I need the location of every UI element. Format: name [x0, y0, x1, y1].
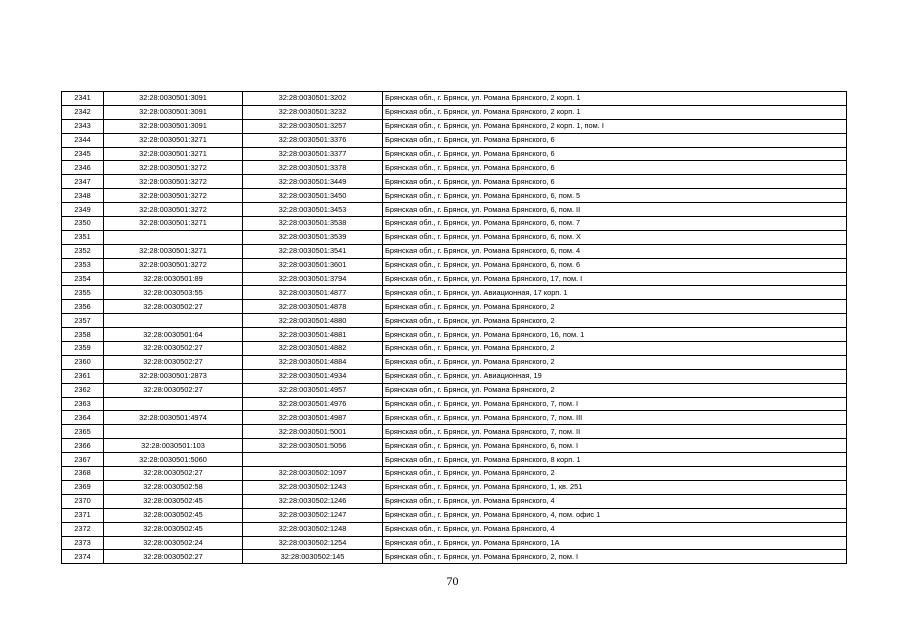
- parcel-cadastral-number-cell: 32:28:0030502:27: [104, 550, 243, 564]
- address-cell: Брянская обл., г. Брянск, ул. Романа Брянского, 7, пом. II: [383, 425, 847, 439]
- parcel-cadastral-number-cell: 32:28:0030501:3091: [104, 92, 243, 106]
- row-number-cell: 2355: [62, 286, 104, 300]
- object-cadastral-number-cell: 32:28:0030501:4880: [243, 314, 383, 328]
- row-number-cell: 2362: [62, 383, 104, 397]
- object-cadastral-number-cell: 32:28:0030501:3453: [243, 203, 383, 217]
- table-row: [62, 467, 847, 481]
- address-cell: Брянская обл., г. Брянск, ул. Романа Брянского, 6: [383, 147, 847, 161]
- object-cadastral-number-cell: 32:28:0030501:4884: [243, 355, 383, 369]
- table-row: [62, 397, 847, 411]
- row-number-cell: 2347: [62, 175, 104, 189]
- parcel-cadastral-number-cell: 32:28:0030502:45: [104, 522, 243, 536]
- object-cadastral-number-cell: 32:28:0030501:3601: [243, 258, 383, 272]
- parcel-cadastral-number-cell: 32:28:0030501:4974: [104, 411, 243, 425]
- object-cadastral-number-cell: 32:28:0030502:145: [243, 550, 383, 564]
- object-cadastral-number-cell: 32:28:0030501:5056: [243, 439, 383, 453]
- table-row: [62, 425, 847, 439]
- object-cadastral-number-cell: 32:28:0030501:4877: [243, 286, 383, 300]
- parcel-cadastral-number-cell: [104, 397, 243, 411]
- object-cadastral-number-cell: 32:28:0030501:3232: [243, 105, 383, 119]
- table-row: [62, 244, 847, 258]
- row-number-cell: 2346: [62, 161, 104, 175]
- address-cell: Брянская обл., г. Брянск, ул. Романа Брянского, 2: [383, 314, 847, 328]
- registry-table: [61, 91, 847, 564]
- table-row: [62, 480, 847, 494]
- row-number-cell: 2352: [62, 244, 104, 258]
- table-row: [62, 439, 847, 453]
- parcel-cadastral-number-cell: 32:28:0030501:3091: [104, 119, 243, 133]
- row-number-cell: 2341: [62, 92, 104, 106]
- table-row: [62, 286, 847, 300]
- parcel-cadastral-number-cell: 32:28:0030501:3272: [104, 161, 243, 175]
- table-row: [62, 550, 847, 564]
- address-cell: Брянская обл., г. Брянск, ул. Романа Брянского, 16, пом. 1: [383, 328, 847, 342]
- table-row: [62, 536, 847, 550]
- table-row: [62, 369, 847, 383]
- address-cell: Брянская обл., г. Брянск, ул. Романа Брянского, 6: [383, 175, 847, 189]
- parcel-cadastral-number-cell: 32:28:0030501:5060: [104, 453, 243, 467]
- address-cell: Брянская обл., г. Брянск, ул. Романа Брянского, 2: [383, 355, 847, 369]
- table-row: [62, 328, 847, 342]
- table-row: [62, 383, 847, 397]
- address-cell: Брянская обл., г. Брянск, ул. Романа Брянского, 6: [383, 133, 847, 147]
- address-cell: Брянская обл., г. Брянск, ул. Авиационная, 17 корп. 1: [383, 286, 847, 300]
- parcel-cadastral-number-cell: 32:28:0030502:27: [104, 383, 243, 397]
- object-cadastral-number-cell: 32:28:0030501:4987: [243, 411, 383, 425]
- object-cadastral-number-cell: 32:28:0030501:3450: [243, 189, 383, 203]
- object-cadastral-number-cell: 32:28:0030501:3378: [243, 161, 383, 175]
- parcel-cadastral-number-cell: 32:28:0030501:103: [104, 439, 243, 453]
- address-cell: Брянская обл., г. Брянск, ул. Романа Брянского, 6, пом. II: [383, 203, 847, 217]
- parcel-cadastral-number-cell: 32:28:0030501:64: [104, 328, 243, 342]
- row-number-cell: 2350: [62, 217, 104, 231]
- table-row: [62, 147, 847, 161]
- row-number-cell: 2343: [62, 119, 104, 133]
- object-cadastral-number-cell: 32:28:0030502:1097: [243, 467, 383, 481]
- table-row: [62, 300, 847, 314]
- address-cell: Брянская обл., г. Брянск, ул. Романа Брянского, 8 корп. 1: [383, 453, 847, 467]
- address-cell: Брянская обл., г. Брянск, ул. Романа Брянского, 6: [383, 161, 847, 175]
- address-cell: Брянская обл., г. Брянск, ул. Романа Брянского, 2 корп. 1: [383, 92, 847, 106]
- table-row: [62, 189, 847, 203]
- address-cell: Брянская обл., г. Брянск, ул. Романа Брянского, 1, кв. 251: [383, 480, 847, 494]
- address-cell: Брянская обл., г. Брянск, ул. Романа Брянского, 6, пом. I: [383, 439, 847, 453]
- table-row: [62, 92, 847, 106]
- parcel-cadastral-number-cell: 32:28:0030501:3272: [104, 258, 243, 272]
- row-number-cell: 2358: [62, 328, 104, 342]
- row-number-cell: 2370: [62, 494, 104, 508]
- parcel-cadastral-number-cell: 32:28:0030502:24: [104, 536, 243, 550]
- parcel-cadastral-number-cell: 32:28:0030501:3091: [104, 105, 243, 119]
- row-number-cell: 2344: [62, 133, 104, 147]
- address-cell: Брянская обл., г. Брянск, ул. Авиационная, 19: [383, 369, 847, 383]
- parcel-cadastral-number-cell: 32:28:0030501:3271: [104, 133, 243, 147]
- address-cell: Брянская обл., г. Брянск, ул. Романа Брянского, 7, пом. III: [383, 411, 847, 425]
- row-number-cell: 2374: [62, 550, 104, 564]
- table-row: [62, 494, 847, 508]
- row-number-cell: 2342: [62, 105, 104, 119]
- parcel-cadastral-number-cell: 32:28:0030502:58: [104, 480, 243, 494]
- row-number-cell: 2348: [62, 189, 104, 203]
- object-cadastral-number-cell: 32:28:0030501:5001: [243, 425, 383, 439]
- row-number-cell: 2371: [62, 508, 104, 522]
- row-number-cell: 2357: [62, 314, 104, 328]
- table-row: [62, 258, 847, 272]
- object-cadastral-number-cell: 32:28:0030502:1247: [243, 508, 383, 522]
- object-cadastral-number-cell: 32:28:0030501:4934: [243, 369, 383, 383]
- object-cadastral-number-cell: 32:28:0030501:3541: [243, 244, 383, 258]
- address-cell: Брянская обл., г. Брянск, ул. Романа Брянского, 2: [383, 467, 847, 481]
- object-cadastral-number-cell: 32:28:0030501:3539: [243, 230, 383, 244]
- table-row: [62, 230, 847, 244]
- address-cell: Брянская обл., г. Брянск, ул. Романа Брянского, 4: [383, 494, 847, 508]
- address-cell: Брянская обл., г. Брянск, ул. Романа Брянского, 6, пом. 6: [383, 258, 847, 272]
- table-row: [62, 314, 847, 328]
- object-cadastral-number-cell: 32:28:0030501:3794: [243, 272, 383, 286]
- table-row: [62, 453, 847, 467]
- object-cadastral-number-cell: 32:28:0030502:1246: [243, 494, 383, 508]
- address-cell: Брянская обл., г. Брянск, ул. Романа Брянского, 2 корп. 1, пом. I: [383, 119, 847, 133]
- table-row: [62, 217, 847, 231]
- table-row: [62, 522, 847, 536]
- parcel-cadastral-number-cell: 32:28:0030501:3271: [104, 244, 243, 258]
- parcel-cadastral-number-cell: 32:28:0030503:55: [104, 286, 243, 300]
- parcel-cadastral-number-cell: 32:28:0030502:27: [104, 355, 243, 369]
- address-cell: Брянская обл., г. Брянск, ул. Романа Брянского, 7, пом. I: [383, 397, 847, 411]
- row-number-cell: 2345: [62, 147, 104, 161]
- parcel-cadastral-number-cell: 32:28:0030501:2873: [104, 369, 243, 383]
- object-cadastral-number-cell: 32:28:0030501:4976: [243, 397, 383, 411]
- table-row: [62, 133, 847, 147]
- object-cadastral-number-cell: 32:28:0030502:1243: [243, 480, 383, 494]
- row-number-cell: 2369: [62, 480, 104, 494]
- address-cell: Брянская обл., г. Брянск, ул. Романа Брянского, 6, пом. 4: [383, 244, 847, 258]
- table-row: [62, 105, 847, 119]
- parcel-cadastral-number-cell: [104, 230, 243, 244]
- object-cadastral-number-cell: 32:28:0030502:1254: [243, 536, 383, 550]
- row-number-cell: 2367: [62, 453, 104, 467]
- row-number-cell: 2353: [62, 258, 104, 272]
- page-number: 70: [446, 574, 459, 588]
- table-row: [62, 508, 847, 522]
- object-cadastral-number-cell: [243, 453, 383, 467]
- object-cadastral-number-cell: 32:28:0030501:3376: [243, 133, 383, 147]
- address-cell: Брянская обл., г. Брянск, ул. Романа Брянского, 1А: [383, 536, 847, 550]
- row-number-cell: 2364: [62, 411, 104, 425]
- row-number-cell: 2354: [62, 272, 104, 286]
- registry-table-body: [62, 92, 847, 564]
- address-cell: Брянская обл., г. Брянск, ул. Романа Брянского, 6, пом. X: [383, 230, 847, 244]
- row-number-cell: 2368: [62, 467, 104, 481]
- row-number-cell: 2361: [62, 369, 104, 383]
- object-cadastral-number-cell: 32:28:0030501:4878: [243, 300, 383, 314]
- row-number-cell: 2366: [62, 439, 104, 453]
- table-row: [62, 119, 847, 133]
- object-cadastral-number-cell: 32:28:0030501:4882: [243, 342, 383, 356]
- parcel-cadastral-number-cell: 32:28:0030501:3272: [104, 203, 243, 217]
- table-row: [62, 175, 847, 189]
- address-cell: Брянская обл., г. Брянск, ул. Романа Брянского, 2: [383, 300, 847, 314]
- row-number-cell: 2349: [62, 203, 104, 217]
- address-cell: Брянская обл., г. Брянск, ул. Романа Брянского, 4: [383, 522, 847, 536]
- row-number-cell: 2360: [62, 355, 104, 369]
- row-number-cell: 2363: [62, 397, 104, 411]
- address-cell: Брянская обл., г. Брянск, ул. Романа Брянского, 2, пом. I: [383, 550, 847, 564]
- address-cell: Брянская обл., г. Брянск, ул. Романа Брянского, 17, пом. I: [383, 272, 847, 286]
- parcel-cadastral-number-cell: 32:28:0030502:27: [104, 342, 243, 356]
- parcel-cadastral-number-cell: 32:28:0030501:3271: [104, 147, 243, 161]
- parcel-cadastral-number-cell: 32:28:0030501:3272: [104, 189, 243, 203]
- object-cadastral-number-cell: 32:28:0030502:1248: [243, 522, 383, 536]
- parcel-cadastral-number-cell: 32:28:0030502:27: [104, 467, 243, 481]
- parcel-cadastral-number-cell: 32:28:0030501:89: [104, 272, 243, 286]
- object-cadastral-number-cell: 32:28:0030501:3377: [243, 147, 383, 161]
- parcel-cadastral-number-cell: 32:28:0030502:45: [104, 494, 243, 508]
- parcel-cadastral-number-cell: [104, 314, 243, 328]
- row-number-cell: 2372: [62, 522, 104, 536]
- table-row: [62, 203, 847, 217]
- row-number-cell: 2359: [62, 342, 104, 356]
- object-cadastral-number-cell: 32:28:0030501:3202: [243, 92, 383, 106]
- parcel-cadastral-number-cell: [104, 425, 243, 439]
- table-row: [62, 161, 847, 175]
- row-number-cell: 2356: [62, 300, 104, 314]
- address-cell: Брянская обл., г. Брянск, ул. Романа Брянского, 2: [383, 383, 847, 397]
- address-cell: Брянская обл., г. Брянск, ул. Романа Брянского, 2 корп. 1: [383, 105, 847, 119]
- address-cell: Брянская обл., г. Брянск, ул. Романа Брянского, 4, пом. офис 1: [383, 508, 847, 522]
- address-cell: Брянская обл., г. Брянск, ул. Романа Брянского, 6, пом. 5: [383, 189, 847, 203]
- table-row: [62, 342, 847, 356]
- row-number-cell: 2351: [62, 230, 104, 244]
- address-cell: Брянская обл., г. Брянск, ул. Романа Брянского, 6, пом. 7: [383, 217, 847, 231]
- parcel-cadastral-number-cell: 32:28:0030502:27: [104, 300, 243, 314]
- table-row: [62, 272, 847, 286]
- parcel-cadastral-number-cell: 32:28:0030501:3272: [104, 175, 243, 189]
- object-cadastral-number-cell: 32:28:0030501:3449: [243, 175, 383, 189]
- object-cadastral-number-cell: 32:28:0030501:4881: [243, 328, 383, 342]
- parcel-cadastral-number-cell: 32:28:0030502:45: [104, 508, 243, 522]
- parcel-cadastral-number-cell: 32:28:0030501:3271: [104, 217, 243, 231]
- object-cadastral-number-cell: 32:28:0030501:4957: [243, 383, 383, 397]
- object-cadastral-number-cell: 32:28:0030501:3257: [243, 119, 383, 133]
- object-cadastral-number-cell: 32:28:0030501:3538: [243, 217, 383, 231]
- row-number-cell: 2365: [62, 425, 104, 439]
- table-row: [62, 411, 847, 425]
- table-row: [62, 355, 847, 369]
- address-cell: Брянская обл., г. Брянск, ул. Романа Брянского, 2: [383, 342, 847, 356]
- row-number-cell: 2373: [62, 536, 104, 550]
